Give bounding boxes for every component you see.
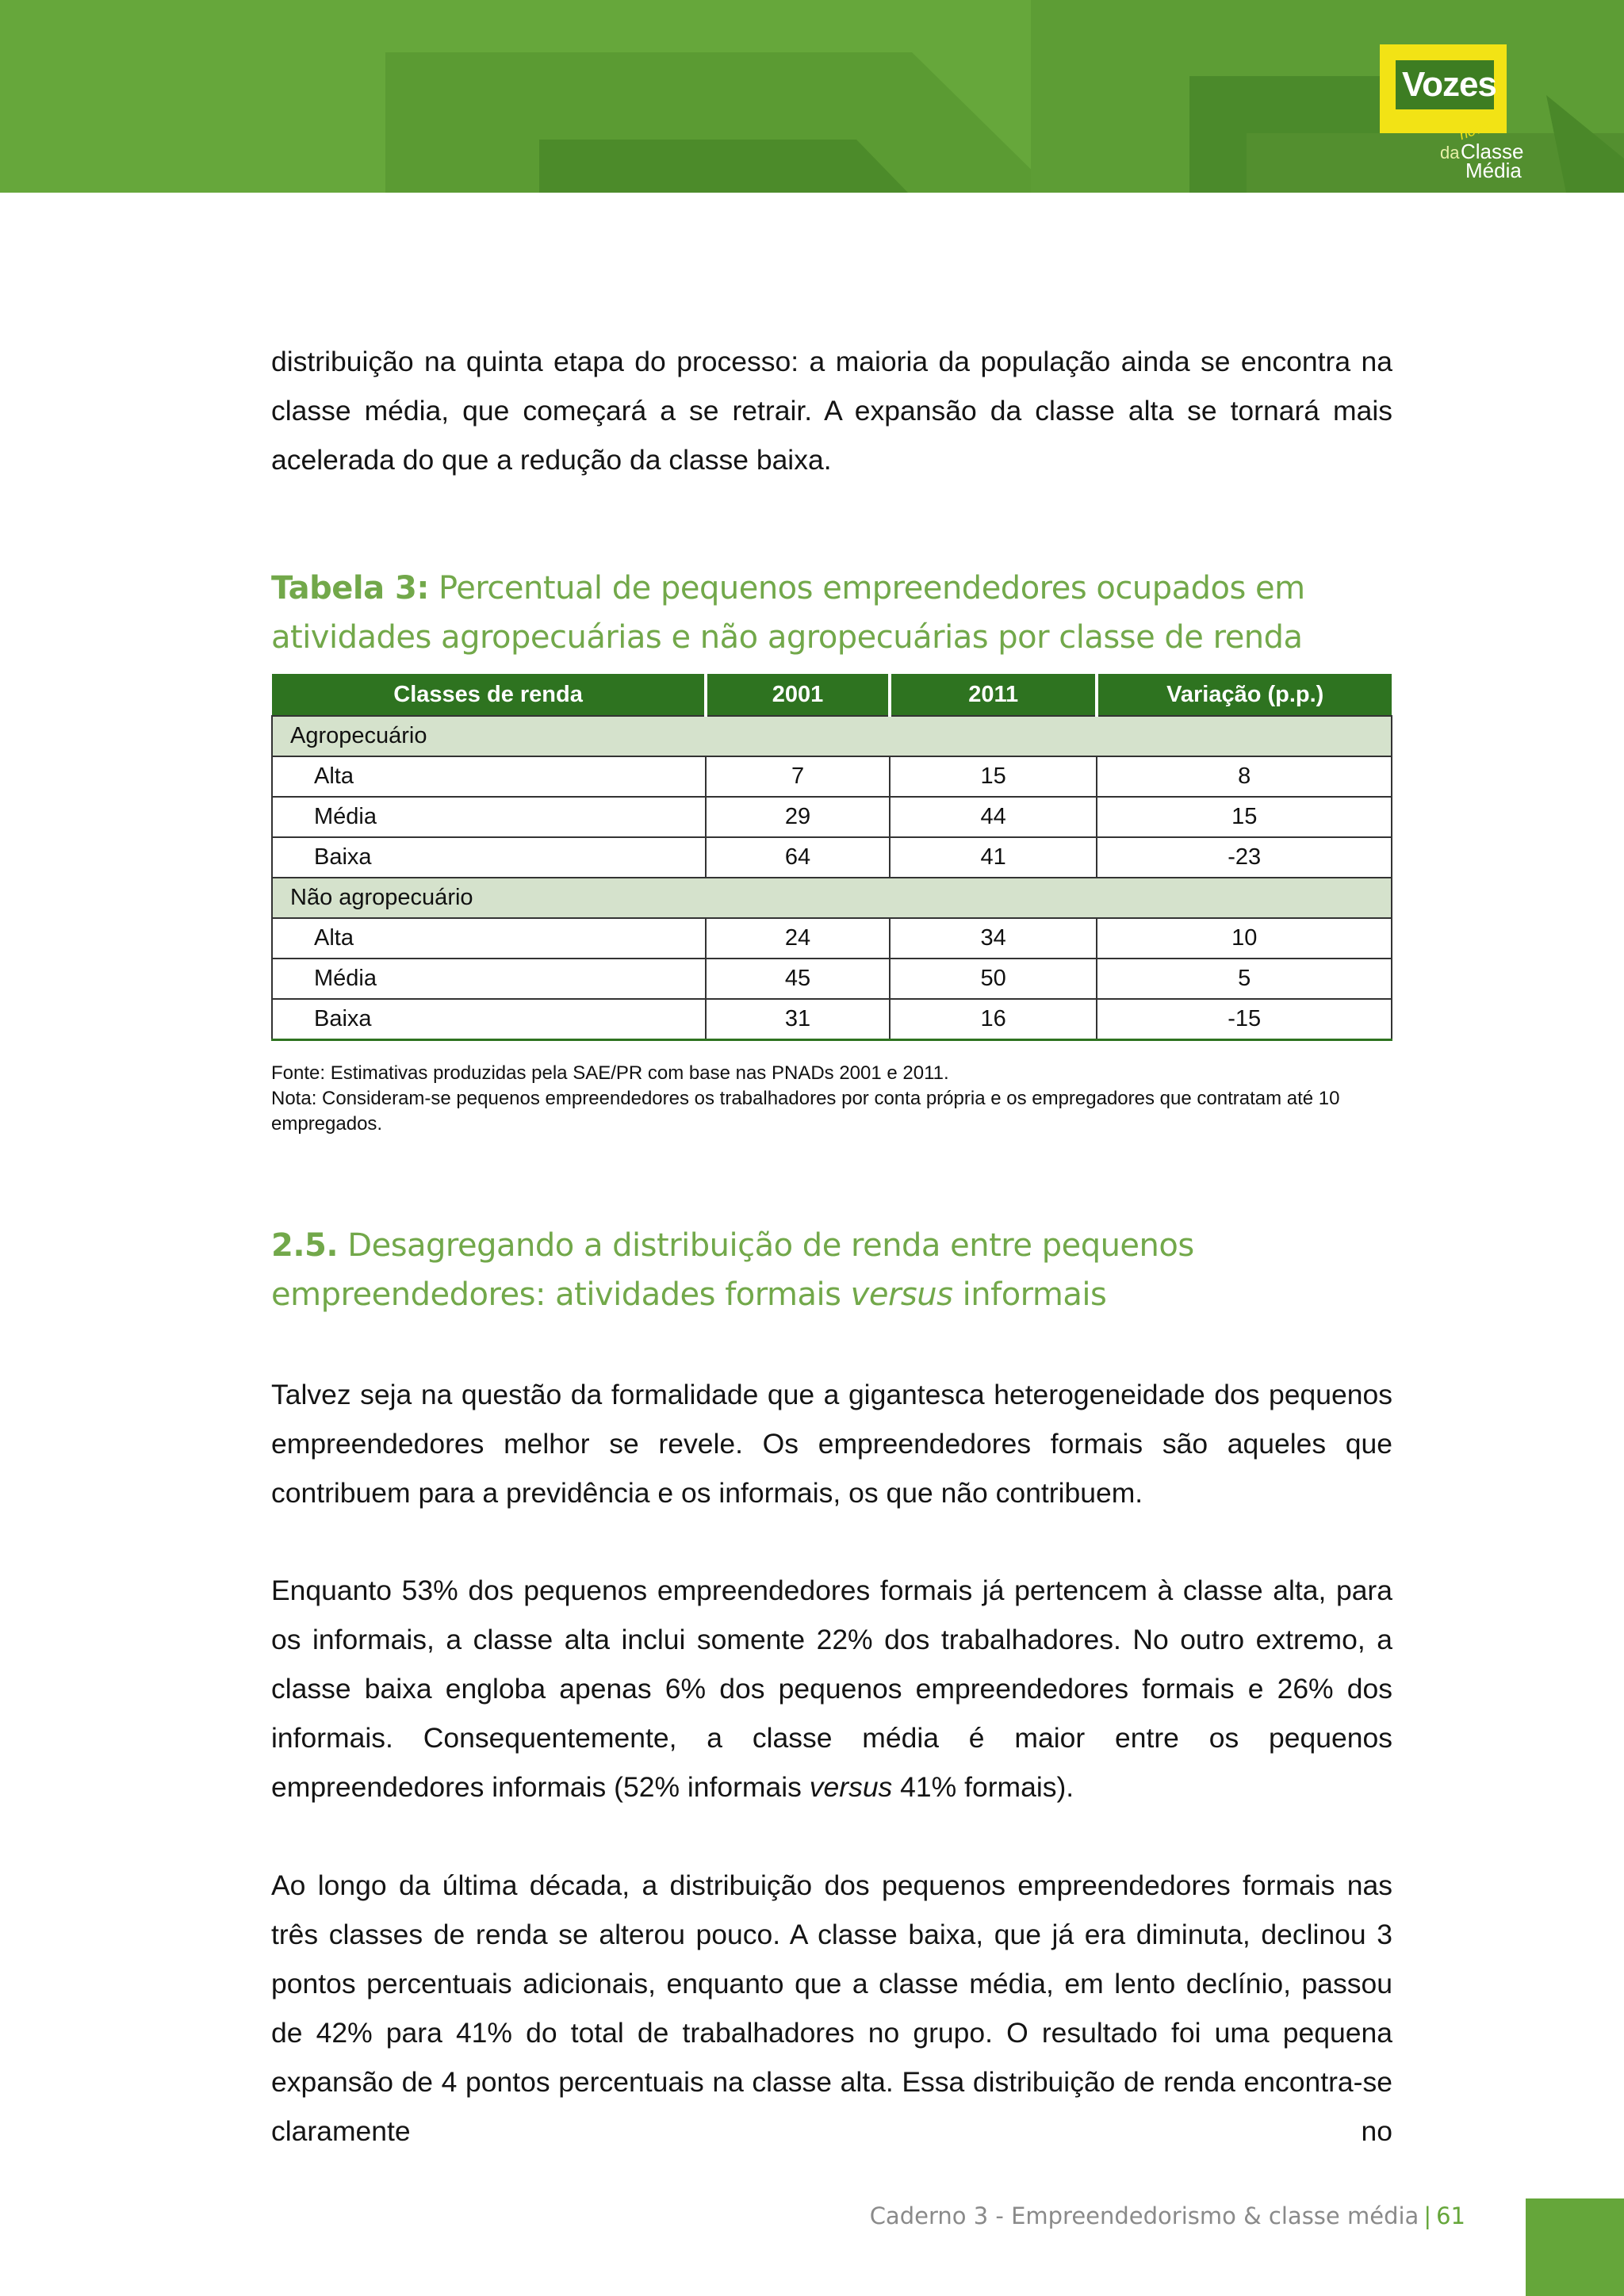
table-caption-label: Tabela 3: <box>271 570 429 607</box>
header-banner <box>0 0 1624 193</box>
cell-variacao: 15 <box>1097 797 1392 837</box>
header-variacao: Variação (p.p.) <box>1097 674 1392 716</box>
row-label: Baixa <box>272 999 706 1040</box>
page-footer <box>870 2202 1465 2229</box>
group-nao-agropecuario: Não agropecuário <box>272 878 1392 918</box>
paragraph-formalidade <box>271 1370 1392 1517</box>
cell-2001: 64 <box>706 837 890 878</box>
cell-variacao: 10 <box>1097 918 1392 959</box>
header-2001: 2001 <box>706 674 890 716</box>
section-number: 2.5. <box>271 1227 339 1264</box>
row-label: Média <box>272 959 706 999</box>
table-row <box>272 999 1392 1040</box>
cell-variacao: 8 <box>1097 756 1392 797</box>
vozes-logo <box>1380 44 1522 182</box>
table-row <box>272 959 1392 999</box>
group-agropecuario: Agropecuário <box>272 716 1392 756</box>
row-label: Baixa <box>272 837 706 878</box>
table-header-row <box>272 674 1392 716</box>
header-classes: Classes de renda <box>272 674 706 716</box>
paragraph-text-end: 41% formais). <box>892 1771 1074 1803</box>
row-label: Alta <box>272 756 706 797</box>
cell-2011: 41 <box>890 837 1097 878</box>
group-row <box>272 716 1392 756</box>
footer-green-block <box>1526 2198 1624 2296</box>
paragraph-ultima-decada <box>271 1861 1392 2156</box>
row-label: Alta <box>272 918 706 959</box>
table-source: Fonte: Estimativas produzidas pela SAE/PR com base nas PNADs 2001 e 2011. <box>271 1062 949 1084</box>
header-2011: 2011 <box>890 674 1097 716</box>
cell-2001: 45 <box>706 959 890 999</box>
section-title-italic: versus <box>850 1276 953 1313</box>
logo-nova: nova <box>1457 117 1492 144</box>
logo-classe: Classe <box>1461 140 1524 163</box>
intro-text: distribuição na quinta etapa do processo: a maioria da população ainda se encontra na classe média, que começará a se retrair. A expansão da classe alta se tornará mais acelerada do que a redução da classe baixa. <box>271 346 1392 476</box>
table-row <box>272 756 1392 797</box>
table-caption <box>271 564 1413 662</box>
logo-da: da <box>1440 143 1460 163</box>
section-heading <box>271 1221 1413 1319</box>
cell-variacao: -23 <box>1097 837 1392 878</box>
paragraph-text: Talvez seja na questão da formalidade que a gigantesca heterogeneidade dos pequenos empreendedores melhor se revele. Os empreendedores formais são aqueles que contribuem para a previdência e os informais, os que não contribuem. <box>271 1379 1392 1509</box>
cell-2011: 34 <box>890 918 1097 959</box>
cell-2001: 31 <box>706 999 890 1040</box>
cell-2001: 29 <box>706 797 890 837</box>
table-row <box>272 918 1392 959</box>
cell-2001: 7 <box>706 756 890 797</box>
section-title-after: informais <box>952 1276 1107 1313</box>
logo-word: Vozes <box>1402 65 1496 104</box>
logo-media: Média <box>1465 159 1522 182</box>
cell-variacao: -15 <box>1097 999 1392 1040</box>
group-row <box>272 878 1392 918</box>
intro-paragraph <box>271 337 1392 484</box>
cell-variacao: 5 <box>1097 959 1392 999</box>
table-row <box>272 837 1392 878</box>
paragraph-italic: versus <box>809 1771 893 1803</box>
cell-2011: 50 <box>890 959 1097 999</box>
cell-2011: 15 <box>890 756 1097 797</box>
table-notes <box>271 1061 1413 1137</box>
paragraph-text: Ao longo da última década, a distribuição dos pequenos empreendedores formais nas três classes de renda se alterou pouco. A classe baixa, que já era diminuta, declinou 3 pontos percentuais adicionais, enquanto que a classe média, em lento declínio, passou de 42% para 41% do total de trabalhadores no grupo. O resultado foi uma pequena expansão de 4 pontos percentuais na classe alta. Essa distribuição de renda encontra-se claramente no <box>271 1869 1392 2147</box>
paragraph-distribuicao <box>271 1566 1392 1812</box>
paragraph-text: Enquanto 53% dos pequenos empreendedores formais já pertencem à classe alta, para os informais, a classe alta inclui somente 22% dos trabalhadores. No outro extremo, a classe baixa engloba apenas 6% dos pequenos empreendedores formais e 26% dos informais. Consequentemente, a classe média é maior entre os pequenos empreendedores informais (52% informais <box>271 1575 1392 1803</box>
income-class-table <box>271 674 1392 1041</box>
cell-2011: 16 <box>890 999 1097 1040</box>
table-caption-text: Percentual de pequenos empreendedores ocupados em atividades agropecuárias e não agropecuárias por classe de renda <box>271 570 1305 656</box>
row-label: Média <box>272 797 706 837</box>
cell-2001: 24 <box>706 918 890 959</box>
table-row <box>272 797 1392 837</box>
footer-separator: | <box>1423 2202 1432 2229</box>
footer-caderno: Caderno 3 - Empreendedorismo & classe média <box>869 2202 1419 2229</box>
table-note: Nota: Consideram-se pequenos empreendedores os trabalhadores por conta própria e os empregadores que contratam até 10 empregados. <box>271 1088 1340 1135</box>
cell-2011: 44 <box>890 797 1097 837</box>
page-number: 61 <box>1436 2202 1465 2229</box>
section-title-before: Desagregando a distribuição de renda entre pequenos empreendedores: atividades formais <box>271 1227 1194 1313</box>
